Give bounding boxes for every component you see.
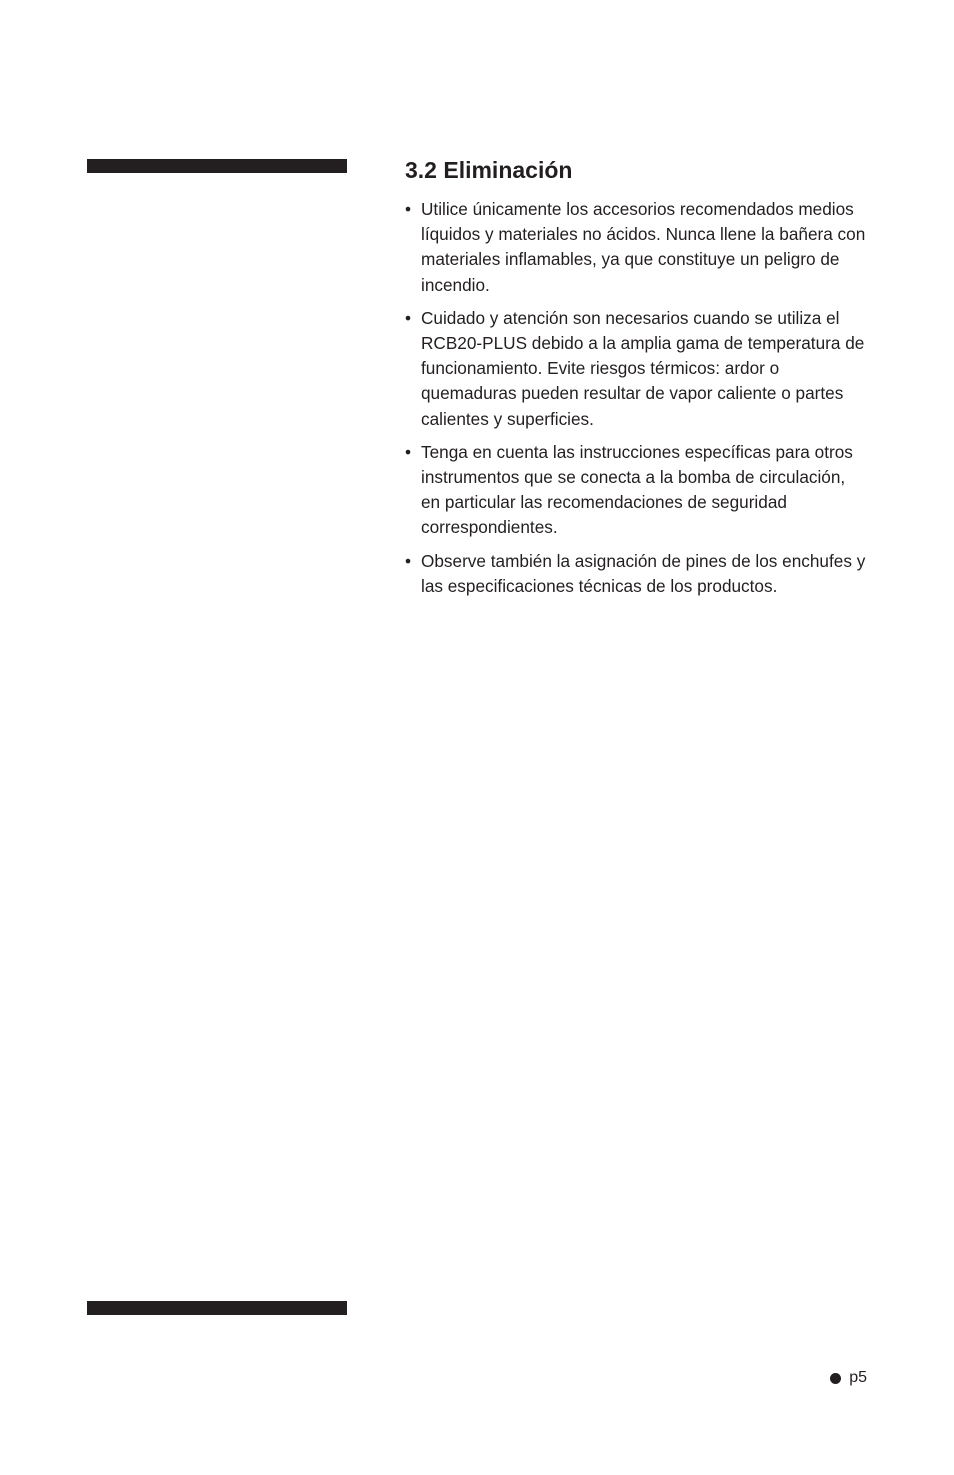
- bullet-text: Cuidado y atención son necesarios cuando se utiliza el RCB20-PLUS debido a la amplia gama de temperatura de funcionamiento. Evite riesgos térmicos: ardor o quemaduras pueden resultar de vapor caliente o partes calientes y superficies.: [421, 307, 865, 429]
- list-item: [405, 197, 867, 298]
- page-number: p5: [849, 1369, 867, 1386]
- page-dot-icon: [830, 1373, 841, 1384]
- bullet-text: Tenga en cuenta las instrucciones específicas para otros instrumentos que se conecta a la bomba de circulación, en particular las recomendaciones de seguridad correspondientes.: [421, 441, 853, 538]
- bullet-mark: •: [405, 441, 412, 462]
- bullet-mark: •: [405, 307, 412, 328]
- list-item: [405, 306, 867, 432]
- bullet-text: Observe también la asignación de pines de los enchufes y las especificaciones técnicas de los productos.: [421, 550, 866, 596]
- bullet-mark: •: [405, 199, 412, 219]
- bullet-list: [405, 197, 867, 599]
- list-item: [405, 440, 867, 541]
- section-content: [405, 152, 867, 607]
- section-title: 3.2 Eliminación: [405, 157, 573, 183]
- bottom-divider-bar: [87, 1301, 347, 1315]
- top-divider-bar: [87, 159, 347, 173]
- bullet-mark: •: [405, 550, 412, 571]
- page-footer: [830, 1366, 867, 1390]
- bullet-text: Utilice únicamente los accesorios recomendados medios líquidos y materiales no ácidos. Nunca llene la bañera con materiales inflamables, ya que constituye un peligro de incendio.: [421, 199, 866, 295]
- list-item: [405, 549, 867, 599]
